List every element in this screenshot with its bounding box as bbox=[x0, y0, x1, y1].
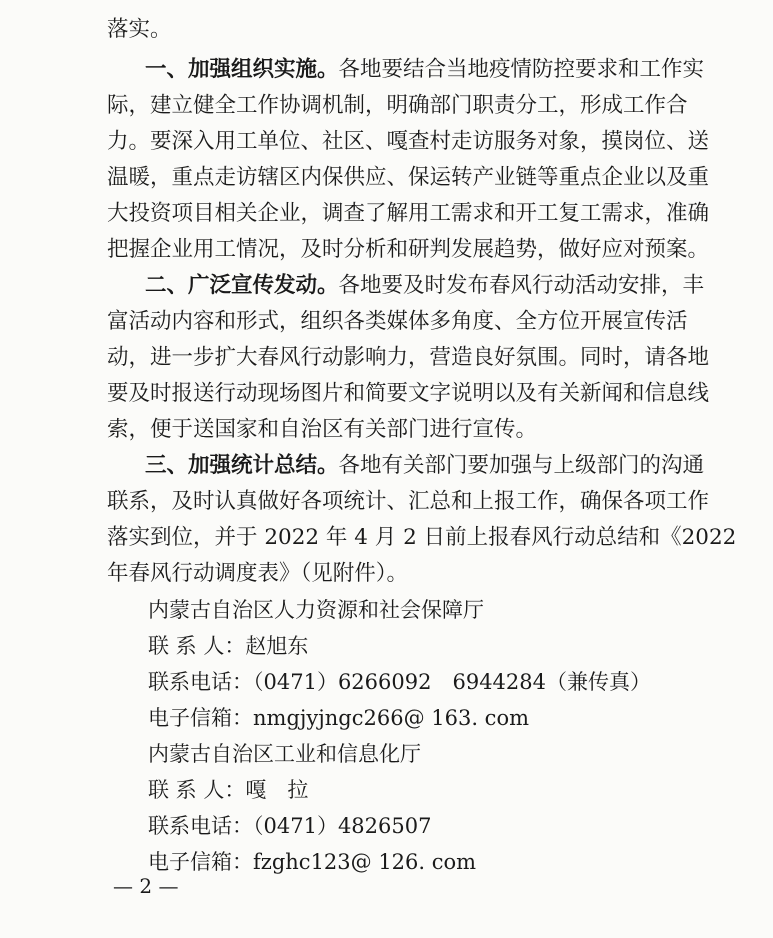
section-1-heading: 一、加强组织实施。 bbox=[145, 57, 339, 82]
paragraph-line: 落实到位，并于 2022 年 4 月 2 日前上报春风行动总结和《2022 bbox=[107, 525, 737, 550]
contact-person: 联 系 人：嘎 拉 bbox=[148, 778, 309, 802]
section-3-text: 各地有关部门要加强与上级部门的沟通 bbox=[338, 453, 705, 478]
paragraph-line: 年春风行动调度表》（见附件）。 bbox=[107, 561, 409, 586]
paragraph-line: 联系，及时认真做好各项统计、汇总和上报工作，确保各项工作 bbox=[107, 489, 710, 514]
paragraph-line: 富活动内容和形式，组织各类媒体多角度、全方位开展宣传活 bbox=[107, 309, 688, 334]
paragraph-line: 落实。 bbox=[107, 17, 172, 42]
paragraph-line: 温暖，重点走访辖区内保供应、保运转产业链等重点企业以及重 bbox=[107, 165, 710, 190]
section-3-heading: 三、加强统计总结。 bbox=[145, 453, 339, 478]
paragraph-line: 要及时报送行动现场图片和简要文字说明以及有关新闻和信息线 bbox=[107, 381, 710, 406]
contact-phone: 联系电话：（0471）6266092 6944284（兼传真） bbox=[148, 670, 651, 694]
contact-person: 联 系 人：赵旭东 bbox=[148, 634, 309, 658]
paragraph-line: 大投资项目相关企业，调查了解用工需求和开工复工需求，准确 bbox=[107, 201, 710, 226]
section-2-text: 各地要及时发布春风行动活动安排，丰 bbox=[338, 273, 705, 298]
paragraph-line: 动，进一步扩大春风行动影响力，营造良好氛围。同时，请各地 bbox=[107, 345, 710, 370]
section-1-first-line bbox=[145, 55, 705, 85]
paragraph-line: 索，便于送国家和自治区有关部门进行宣传。 bbox=[107, 417, 538, 442]
section-2-first-line bbox=[145, 271, 705, 301]
paragraph-line: 把握企业用工情况，及时分析和研判发展趋势，做好应对预案。 bbox=[107, 237, 710, 262]
section-1-text: 各地要结合当地疫情防控要求和工作实 bbox=[338, 57, 705, 82]
contact-phone: 联系电话：（0471）4826507 bbox=[148, 814, 432, 838]
contact-org: 内蒙古自治区工业和信息化厅 bbox=[148, 742, 421, 766]
section-2-heading: 二、广泛宣传发动。 bbox=[145, 273, 339, 298]
contact-email: 电子信箱：fzghc123@ 126. com bbox=[148, 850, 477, 874]
paragraph-line: 力。要深入用工单位、社区、嘎查村走访服务对象，摸岗位、送 bbox=[107, 129, 710, 154]
contact-email: 电子信箱：nmgjyjngc266@ 163. com bbox=[148, 706, 530, 730]
contact-org: 内蒙古自治区人力资源和社会保障厅 bbox=[148, 598, 484, 622]
section-3-first-line bbox=[145, 451, 705, 481]
page-number: — 2 — bbox=[113, 874, 179, 898]
paragraph-line: 际，建立健全工作协调机制，明确部门职责分工，形成工作合 bbox=[107, 93, 688, 118]
